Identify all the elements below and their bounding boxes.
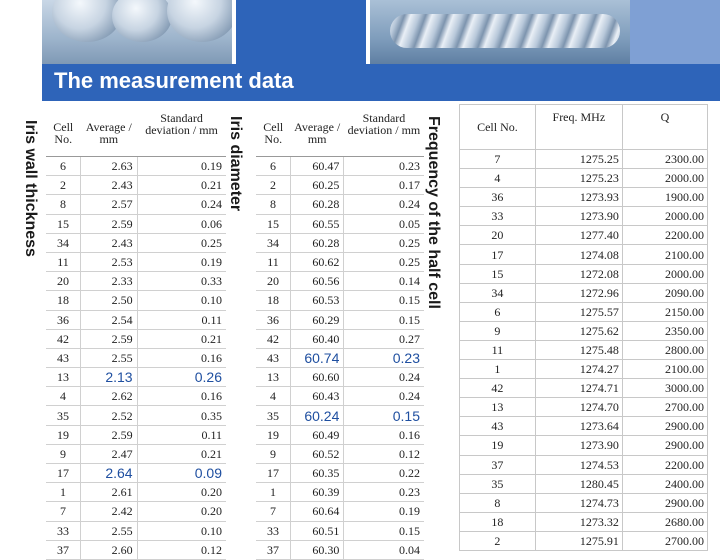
banner-blue-block — [236, 0, 366, 64]
cell-freq: 1273.64 — [535, 417, 622, 436]
cell-cell: 35 — [256, 406, 291, 425]
table-row — [256, 291, 424, 310]
cell-avg: 2.63 — [81, 157, 138, 176]
cell-sd: 0.14 — [344, 272, 424, 291]
cell-avg: 60.52 — [291, 444, 344, 463]
cell-sd: 0.24 — [344, 195, 424, 214]
cell-sd: 0.04 — [344, 540, 424, 559]
cell-q: 2000.00 — [622, 169, 707, 188]
header-standard-deviation: Standard deviation / mm — [344, 110, 424, 157]
cell-cell: 18 — [460, 512, 536, 531]
cell-cell: 19 — [256, 425, 291, 444]
table-row — [256, 444, 424, 463]
cell-q: 2200.00 — [622, 455, 707, 474]
iris-wall-thickness-table — [46, 110, 226, 560]
cell-avg: 2.33 — [81, 272, 138, 291]
cell-cell: 4 — [460, 169, 536, 188]
cell-cell: 8 — [46, 195, 81, 214]
cell-sd: 0.20 — [137, 502, 226, 521]
cell-cell: 33 — [46, 521, 81, 540]
table-row — [46, 214, 226, 233]
cell-avg: 60.28 — [291, 195, 344, 214]
cell-sd: 0.22 — [344, 464, 424, 483]
table-row — [46, 521, 226, 540]
cell-sd: 0.16 — [344, 425, 424, 444]
table-row — [256, 214, 424, 233]
table-row — [460, 512, 708, 531]
cell-avg: 2.59 — [81, 425, 138, 444]
cell-q: 2800.00 — [622, 340, 707, 359]
cell-q: 2000.00 — [622, 207, 707, 226]
cell-avg: 2.59 — [81, 329, 138, 348]
table-header-row — [460, 105, 708, 150]
cell-cell: 8 — [460, 493, 536, 512]
cell-cell: 2 — [256, 176, 291, 195]
cell-freq: 1274.08 — [535, 245, 622, 264]
table-row — [256, 521, 424, 540]
cell-freq: 1273.93 — [535, 188, 622, 207]
cell-avg: 60.28 — [291, 233, 344, 252]
cell-cell: 36 — [460, 188, 536, 207]
cell-cell: 6 — [46, 157, 81, 176]
table-row — [46, 406, 226, 425]
iris-diameter-table — [256, 110, 424, 560]
cell-cell: 18 — [256, 291, 291, 310]
table-row — [460, 264, 708, 283]
table-row — [460, 436, 708, 455]
table-row — [46, 483, 226, 502]
cell-freq: 1275.57 — [535, 302, 622, 321]
cell-freq: 1273.90 — [535, 207, 622, 226]
half-cell-frequency-table — [459, 104, 708, 551]
table-row — [256, 406, 424, 425]
table-row — [46, 233, 226, 252]
cell-sd: 0.10 — [137, 291, 226, 310]
cell-cell: 37 — [46, 540, 81, 559]
cell-sd: 0.12 — [137, 540, 226, 559]
cell-cell: 15 — [46, 214, 81, 233]
cell-cell: 17 — [460, 245, 536, 264]
table-row — [460, 340, 708, 359]
page-title: The measurement data — [54, 68, 294, 93]
cell-sd: 0.19 — [137, 252, 226, 271]
cell-freq: 1274.70 — [535, 398, 622, 417]
table-header-row — [256, 110, 424, 157]
cell-cell: 2 — [46, 176, 81, 195]
cell-avg: 2.64 — [81, 464, 138, 483]
table-row — [46, 272, 226, 291]
cell-cell: 36 — [46, 310, 81, 329]
cell-avg: 60.43 — [291, 387, 344, 406]
table-row — [46, 444, 226, 463]
cell-cell: 19 — [460, 436, 536, 455]
cell-sd: 0.11 — [137, 310, 226, 329]
cell-cell: 7 — [46, 502, 81, 521]
table-row — [256, 233, 424, 252]
cell-freq: 1274.73 — [535, 493, 622, 512]
cell-avg: 60.39 — [291, 483, 344, 502]
table-row — [46, 176, 226, 195]
cell-cell: 20 — [256, 272, 291, 291]
cell-avg: 60.74 — [291, 348, 344, 367]
cell-cell: 34 — [46, 233, 81, 252]
cell-q: 2900.00 — [622, 436, 707, 455]
table-row — [256, 195, 424, 214]
table-row — [46, 157, 226, 176]
cell-freq: 1272.96 — [535, 283, 622, 302]
table-row — [460, 474, 708, 493]
cell-avg: 2.52 — [81, 406, 138, 425]
cavity-structure-photo — [370, 0, 630, 64]
cell-q: 2150.00 — [622, 302, 707, 321]
cell-cell: 17 — [46, 464, 81, 483]
cell-avg: 2.53 — [81, 252, 138, 271]
header-cell-no: Cell No. — [46, 110, 81, 157]
cell-q: 1900.00 — [622, 188, 707, 207]
cell-cell: 37 — [256, 540, 291, 559]
cell-freq: 1275.23 — [535, 169, 622, 188]
cell-q: 2100.00 — [622, 360, 707, 379]
cell-cell: 43 — [460, 417, 536, 436]
cell-cell: 11 — [256, 252, 291, 271]
cell-sd: 0.09 — [137, 464, 226, 483]
cell-q: 2000.00 — [622, 264, 707, 283]
table-row — [46, 502, 226, 521]
cell-sd: 0.25 — [344, 233, 424, 252]
banner-blue-strip — [630, 0, 720, 64]
header-q: Q — [622, 105, 707, 150]
cell-sd: 0.16 — [137, 387, 226, 406]
cell-avg: 60.30 — [291, 540, 344, 559]
cell-sd: 0.21 — [137, 329, 226, 348]
cell-q: 2900.00 — [622, 493, 707, 512]
cell-avg: 60.51 — [291, 521, 344, 540]
cell-avg: 60.62 — [291, 252, 344, 271]
cell-freq: 1275.25 — [535, 150, 622, 169]
cell-sd: 0.26 — [137, 368, 226, 387]
table-row — [256, 310, 424, 329]
cell-cell: 34 — [460, 283, 536, 302]
cell-avg: 60.29 — [291, 310, 344, 329]
cell-sd: 0.15 — [344, 521, 424, 540]
cell-avg: 60.56 — [291, 272, 344, 291]
cell-avg: 60.60 — [291, 368, 344, 387]
table-row — [460, 188, 708, 207]
header-average: Average / mm — [291, 110, 344, 157]
cell-cell: 33 — [256, 521, 291, 540]
cell-freq: 1275.62 — [535, 321, 622, 340]
cell-avg: 2.57 — [81, 195, 138, 214]
table-row — [460, 150, 708, 169]
cell-q: 2400.00 — [622, 474, 707, 493]
cell-freq: 1275.48 — [535, 340, 622, 359]
cell-cell: 11 — [46, 252, 81, 271]
cell-sd: 0.24 — [344, 387, 424, 406]
table-row — [256, 540, 424, 559]
cell-avg: 2.55 — [81, 348, 138, 367]
cell-avg: 2.43 — [81, 233, 138, 252]
table-row — [256, 348, 424, 367]
table-row — [460, 493, 708, 512]
cell-avg: 60.64 — [291, 502, 344, 521]
table-row — [256, 157, 424, 176]
cell-cell: 35 — [46, 406, 81, 425]
cell-cell: 7 — [460, 150, 536, 169]
table-row — [256, 272, 424, 291]
table-row — [46, 291, 226, 310]
table-row — [256, 483, 424, 502]
iris-diameter-label: Iris diameter — [227, 116, 244, 212]
header-cell-no: Cell No. — [460, 105, 536, 150]
cavity-cups-photo — [42, 0, 232, 64]
cell-cell: 20 — [46, 272, 81, 291]
cell-sd: 0.35 — [137, 406, 226, 425]
cell-sd: 0.17 — [344, 176, 424, 195]
cell-avg: 60.49 — [291, 425, 344, 444]
cell-cell: 8 — [256, 195, 291, 214]
table-row — [460, 226, 708, 245]
cell-cell: 34 — [256, 233, 291, 252]
header-frequency: Freq. MHz — [535, 105, 622, 150]
table-row — [460, 207, 708, 226]
cell-sd: 0.20 — [137, 483, 226, 502]
cell-cell: 42 — [460, 379, 536, 398]
cell-cell: 20 — [460, 226, 536, 245]
cell-cell: 42 — [46, 329, 81, 348]
cell-q: 2900.00 — [622, 417, 707, 436]
cell-freq: 1273.32 — [535, 512, 622, 531]
cell-cell: 1 — [460, 360, 536, 379]
table-row — [46, 464, 226, 483]
cell-q: 2700.00 — [622, 398, 707, 417]
cell-avg: 60.47 — [291, 157, 344, 176]
table-row — [46, 252, 226, 271]
cell-cell: 15 — [256, 214, 291, 233]
cell-sd: 0.21 — [137, 176, 226, 195]
cell-sd: 0.23 — [344, 157, 424, 176]
table-row — [256, 464, 424, 483]
cell-sd: 0.12 — [344, 444, 424, 463]
cell-q: 2350.00 — [622, 321, 707, 340]
cell-avg: 60.40 — [291, 329, 344, 348]
cell-sd: 0.05 — [344, 214, 424, 233]
cell-sd: 0.24 — [344, 368, 424, 387]
cell-avg: 60.25 — [291, 176, 344, 195]
table-row — [46, 329, 226, 348]
cell-sd: 0.23 — [344, 483, 424, 502]
cell-q: 2700.00 — [622, 531, 707, 550]
cell-cell: 35 — [460, 474, 536, 493]
table-row — [46, 387, 226, 406]
table-row — [256, 329, 424, 348]
cell-q: 3000.00 — [622, 379, 707, 398]
cell-cell: 9 — [256, 444, 291, 463]
cell-q: 2200.00 — [622, 226, 707, 245]
table-row — [46, 540, 226, 559]
cell-cell: 6 — [256, 157, 291, 176]
table-row — [460, 169, 708, 188]
cell-cell: 4 — [46, 387, 81, 406]
header-average: Average / mm — [81, 110, 138, 157]
table-row — [460, 531, 708, 550]
table-row — [460, 417, 708, 436]
table-row — [460, 455, 708, 474]
cell-freq: 1280.45 — [535, 474, 622, 493]
frequency-half-cell-label: Frequency of the half cell — [425, 116, 442, 309]
cell-avg: 2.59 — [81, 214, 138, 233]
cell-cell: 2 — [460, 531, 536, 550]
cell-sd: 0.15 — [344, 310, 424, 329]
cell-cell: 37 — [460, 455, 536, 474]
table-row — [46, 310, 226, 329]
table-row — [256, 368, 424, 387]
cell-cell: 33 — [460, 207, 536, 226]
cell-cell: 43 — [256, 348, 291, 367]
table-row — [460, 360, 708, 379]
cell-avg: 2.50 — [81, 291, 138, 310]
cell-freq: 1274.27 — [535, 360, 622, 379]
cell-avg: 60.53 — [291, 291, 344, 310]
cell-cell: 13 — [46, 368, 81, 387]
table-row — [256, 176, 424, 195]
cell-cell: 6 — [460, 302, 536, 321]
cell-freq: 1275.91 — [535, 531, 622, 550]
table-row — [256, 425, 424, 444]
title-bar — [42, 64, 720, 101]
cell-sd: 0.27 — [344, 329, 424, 348]
iris-wall-thickness-label: Iris wall thickness — [22, 120, 39, 257]
cell-avg: 2.47 — [81, 444, 138, 463]
cell-sd: 0.25 — [137, 233, 226, 252]
table-row — [46, 348, 226, 367]
table-row — [256, 252, 424, 271]
table-row — [46, 368, 226, 387]
header-standard-deviation: Standard deviation / mm — [137, 110, 226, 157]
cell-cell: 1 — [256, 483, 291, 502]
cell-cell: 1 — [46, 483, 81, 502]
table-row — [46, 425, 226, 444]
cell-avg: 2.60 — [81, 540, 138, 559]
table-row — [460, 245, 708, 264]
table-row — [256, 502, 424, 521]
cell-sd: 0.21 — [137, 444, 226, 463]
cell-sd: 0.10 — [137, 521, 226, 540]
cell-cell: 42 — [256, 329, 291, 348]
cell-avg: 60.24 — [291, 406, 344, 425]
cell-freq: 1277.40 — [535, 226, 622, 245]
cell-sd: 0.24 — [137, 195, 226, 214]
cell-q: 2100.00 — [622, 245, 707, 264]
table-row — [460, 379, 708, 398]
header-cell-no: Cell No. — [256, 110, 291, 157]
cell-q: 2300.00 — [622, 150, 707, 169]
cell-cell: 18 — [46, 291, 81, 310]
table-header-row — [46, 110, 226, 157]
cell-sd: 0.19 — [137, 157, 226, 176]
cell-cell: 19 — [46, 425, 81, 444]
cell-cell: 17 — [256, 464, 291, 483]
cell-avg: 60.35 — [291, 464, 344, 483]
table-row — [46, 195, 226, 214]
cell-sd: 0.15 — [344, 291, 424, 310]
cell-cell: 13 — [460, 398, 536, 417]
cell-avg: 2.43 — [81, 176, 138, 195]
header-banner — [0, 0, 720, 105]
cell-sd: 0.25 — [344, 252, 424, 271]
cell-avg: 2.55 — [81, 521, 138, 540]
table-row — [460, 302, 708, 321]
cell-avg: 2.62 — [81, 387, 138, 406]
table-row — [460, 398, 708, 417]
cell-q: 2680.00 — [622, 512, 707, 531]
cell-cell: 7 — [256, 502, 291, 521]
cell-freq: 1274.71 — [535, 379, 622, 398]
cell-freq: 1273.90 — [535, 436, 622, 455]
cell-avg: 2.54 — [81, 310, 138, 329]
cell-sd: 0.06 — [137, 214, 226, 233]
cell-avg: 2.42 — [81, 502, 138, 521]
cell-avg: 2.61 — [81, 483, 138, 502]
cell-sd: 0.33 — [137, 272, 226, 291]
cell-cell: 4 — [256, 387, 291, 406]
cell-sd: 0.16 — [137, 348, 226, 367]
cell-avg: 60.55 — [291, 214, 344, 233]
table-row — [460, 321, 708, 340]
table-row — [460, 283, 708, 302]
cell-freq: 1274.53 — [535, 455, 622, 474]
cell-sd: 0.23 — [344, 348, 424, 367]
cell-avg: 2.13 — [81, 368, 138, 387]
cell-cell: 11 — [460, 340, 536, 359]
cell-cell: 9 — [46, 444, 81, 463]
cell-freq: 1272.08 — [535, 264, 622, 283]
cell-q: 2090.00 — [622, 283, 707, 302]
cell-sd: 0.11 — [137, 425, 226, 444]
cell-sd: 0.19 — [344, 502, 424, 521]
cell-cell: 13 — [256, 368, 291, 387]
cell-cell: 36 — [256, 310, 291, 329]
cell-cell: 43 — [46, 348, 81, 367]
table-row — [256, 387, 424, 406]
cell-cell: 9 — [460, 321, 536, 340]
cell-sd: 0.15 — [344, 406, 424, 425]
cell-cell: 15 — [460, 264, 536, 283]
